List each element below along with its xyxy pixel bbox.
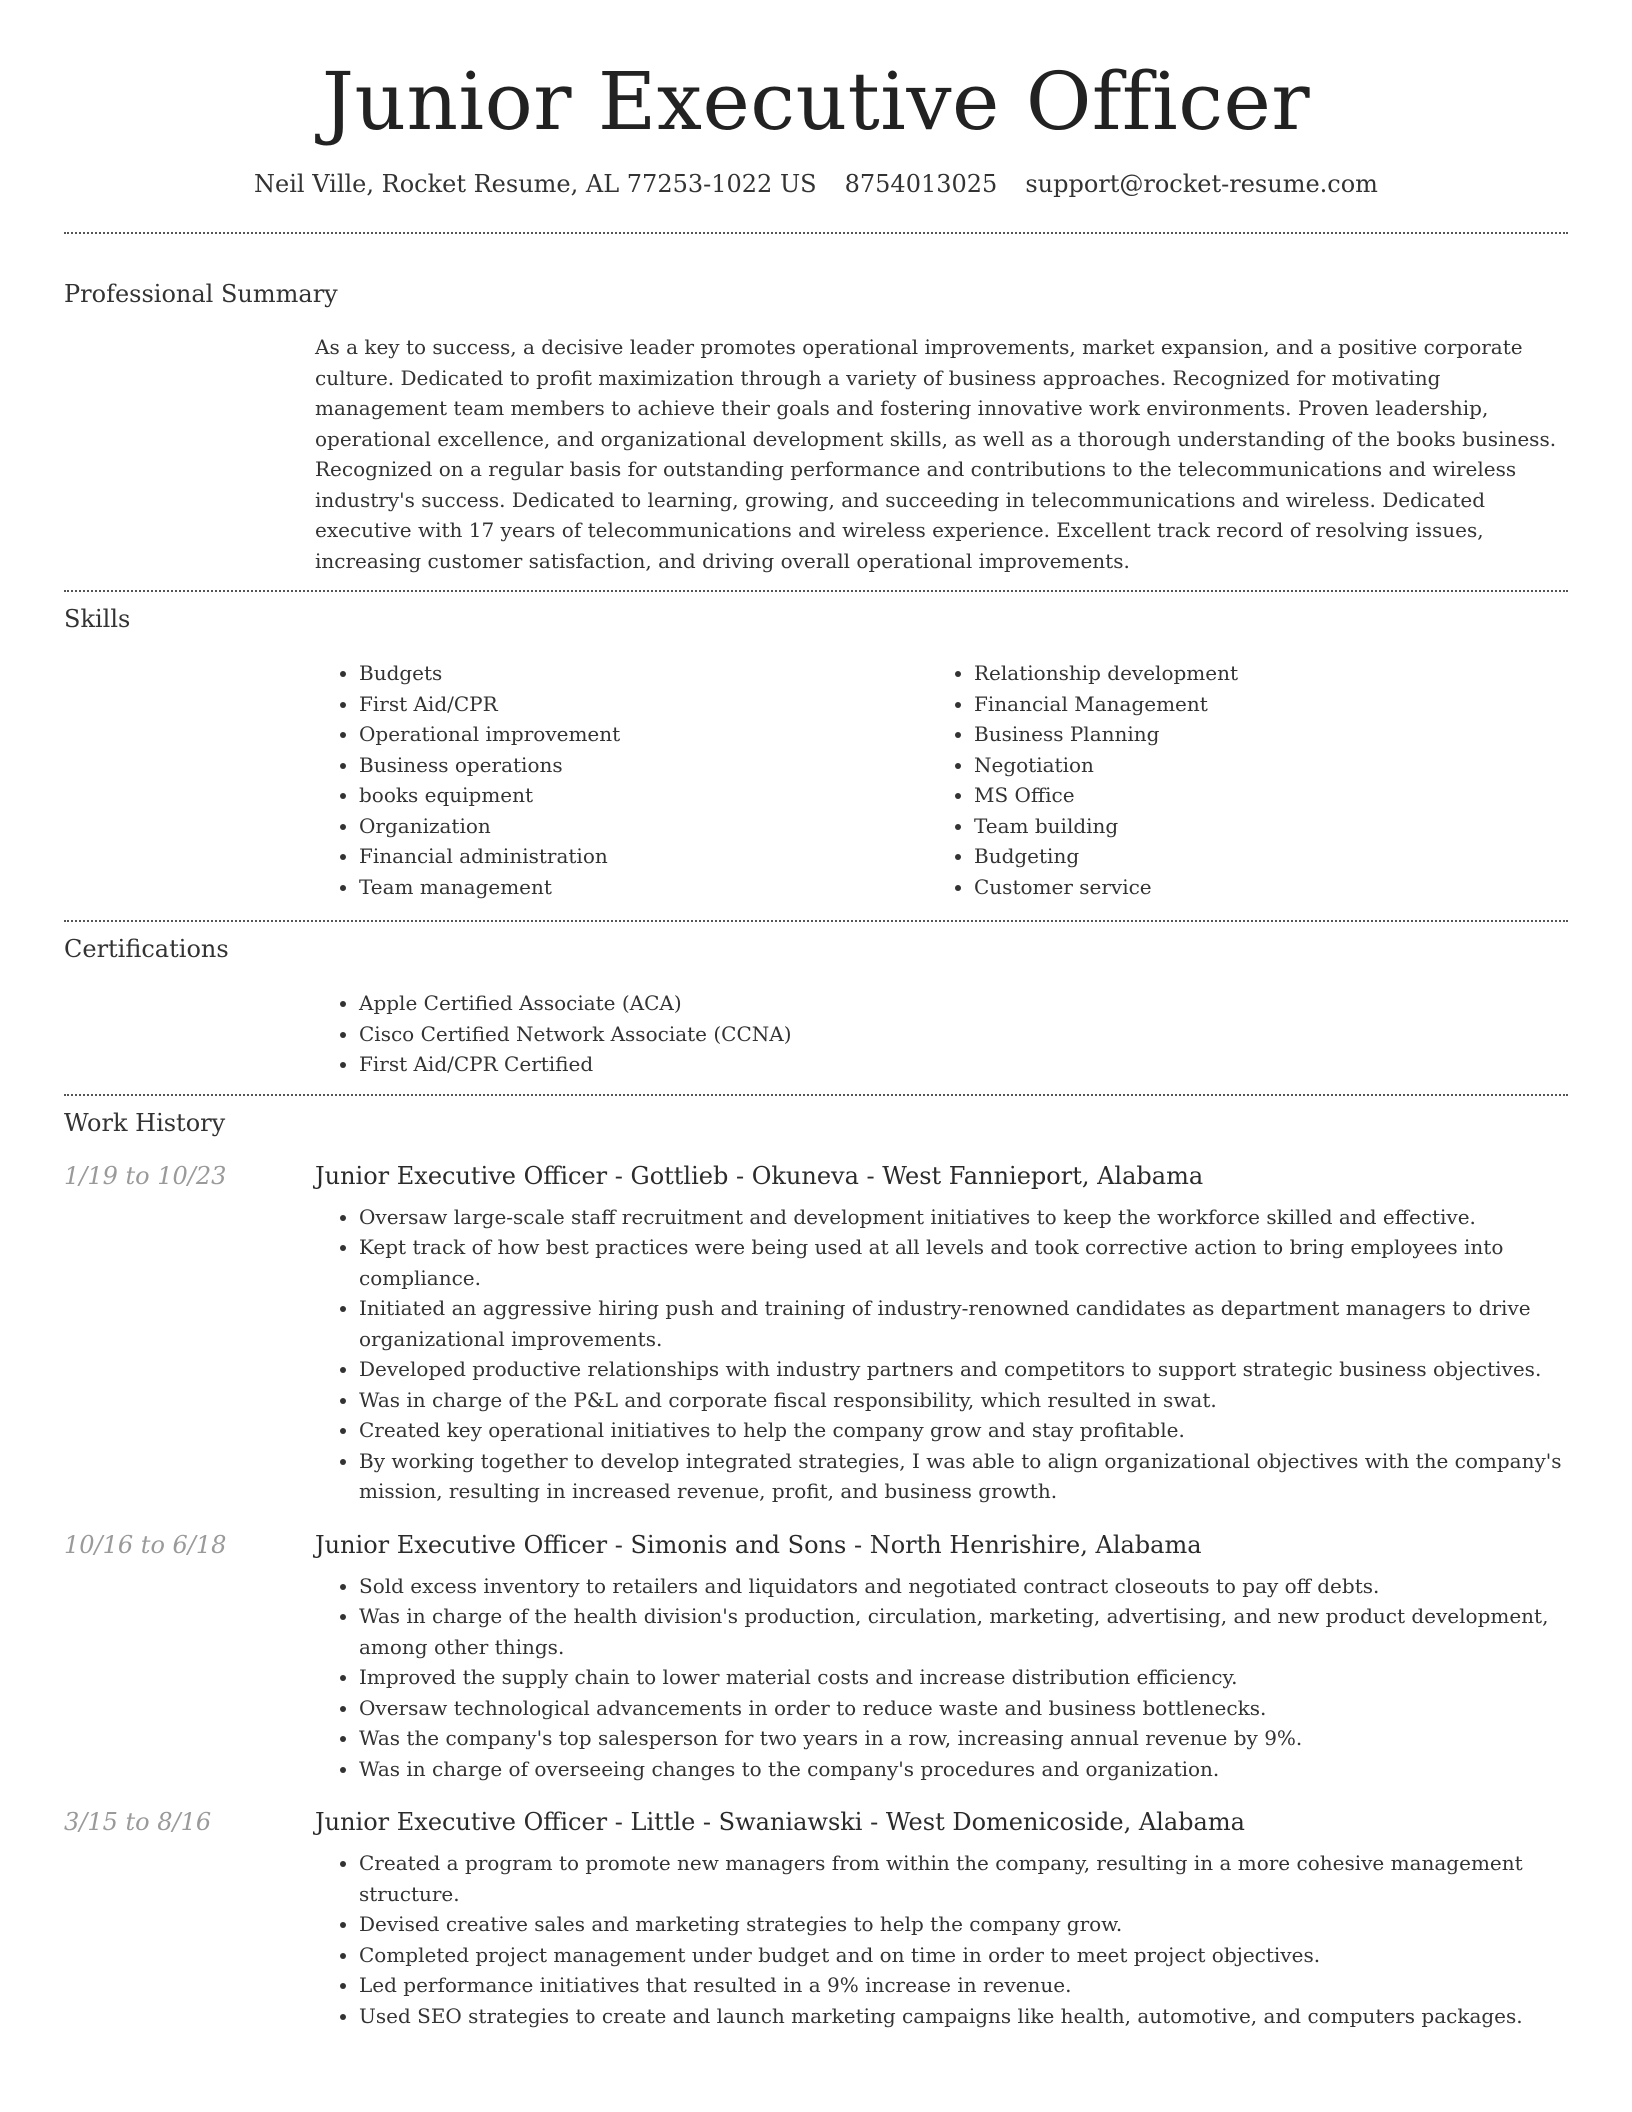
skills-list-right [930, 658, 1238, 902]
job-dates: 10/16 to 6/18 [64, 1530, 227, 1559]
summary-heading: Professional Summary [64, 280, 338, 308]
job-entry [64, 1808, 1568, 2031]
certifications-section [64, 922, 1568, 1080]
certifications-list [315, 988, 1568, 1080]
email: support@rocket-resume.com [1025, 170, 1378, 198]
work-history-section [64, 1096, 1568, 2032]
job-entry [64, 1531, 1568, 1785]
skill-item: • Negotiation [974, 750, 1238, 781]
certifications-heading: Certifications [64, 935, 229, 963]
skill-item: • Budgets [359, 658, 930, 689]
skill-item: • First Aid/CPR [359, 689, 930, 720]
skill-item: • MS Office [974, 780, 1238, 811]
skills-list-left [315, 658, 930, 902]
job-bullet: • Oversaw technological advancements in order to reduce waste and business bottlenecks. [359, 1693, 1568, 1724]
job-bullet: • Kept track of how best practices were being used at all levels and took corrective action to bring employees into compliance. [359, 1232, 1568, 1293]
skills-section [64, 592, 1568, 902]
job-bullet: • Used SEO strategies to create and launch marketing campaigns like health, automotive, and computers packages. [359, 2001, 1568, 2032]
job-bullet: • Created key operational initiatives to help the company grow and stay profitable. [359, 1415, 1568, 1446]
job-dates: 3/15 to 8/16 [64, 1808, 212, 1836]
job-bullet: • Sold excess inventory to retailers and liquidators and negotiated contract closeouts to pay off debts. [359, 1571, 1568, 1602]
summary-section [64, 234, 1568, 576]
job-bullets [315, 1571, 1568, 1785]
job-bullet: • Was in charge of the P&L and corporate fiscal responsibility, which resulted in swat. [359, 1385, 1568, 1416]
skill-item: • Operational improvement [359, 719, 930, 750]
job-dates: 1/19 to 10/23 [64, 1161, 227, 1190]
contact-line [64, 170, 1568, 198]
skill-item: • Relationship development [974, 658, 1238, 689]
summary-text: As a key to success, a decisive leader promotes operational improvements, market expansion, and a positive corporate culture. Dedicated to profit maximization through a variety of business approaches. Recognized for motivating management team members to achieve their goals and fostering innovative work environments. Proven leadership, operational excellence, and organizational development skills, as well as a thorough understanding of the books business. Recognized on a regular basis for outstanding performance and contributions to the telecommunications and wireless industry's success. Dedicated to learning, growing, and succeeding in telecommunications and wireless. Dedicated executive with 17 years of telecommunications and wireless experience. Excellent track record of resolving issues, increasing customer satisfaction, and driving overall operational improvements. [315, 335, 1557, 573]
skill-item: • Team building [974, 811, 1238, 842]
job-bullets [315, 1202, 1568, 1507]
job-entry [64, 1162, 1568, 1507]
skill-item: • Organization [359, 811, 930, 842]
certification-item: • First Aid/CPR Certified [359, 1049, 1568, 1080]
skill-item: • Budgeting [974, 841, 1238, 872]
job-title: Junior Executive Officer - Little - Swaniawski - West Domenicoside, Alabama [315, 1808, 1245, 1836]
skill-item: • Customer service [974, 872, 1238, 903]
skill-item: • Business operations [359, 750, 930, 781]
job-bullet: • Initiated an aggressive hiring push and training of industry-renowned candidates as department managers to drive organizational improvements. [359, 1293, 1568, 1354]
phone: 8754013025 [844, 170, 998, 198]
certification-item: • Apple Certified Associate (ACA) [359, 988, 1568, 1019]
job-bullet: • Was in charge of overseeing changes to the company's procedures and organization. [359, 1754, 1568, 1785]
job-bullet: • Completed project management under budget and on time in order to meet project objectives. [359, 1940, 1568, 1971]
job-bullet: • Created a program to promote new managers from within the company, resulting in a more cohesive management structure. [359, 1848, 1568, 1909]
skill-item: • Team management [359, 872, 930, 903]
work-history-heading: Work History [64, 1108, 226, 1137]
job-bullet: • Developed productive relationships with industry partners and competitors to support strategic business objectives. [359, 1354, 1568, 1385]
job-bullet: • Improved the supply chain to lower material costs and increase distribution efficiency. [359, 1662, 1568, 1693]
job-bullet: • Was the company's top salesperson for two years in a row, increasing annual revenue by 9%. [359, 1723, 1568, 1754]
resume-title: Junior Executive Officer [321, 55, 1311, 148]
skill-item: • Financial Management [974, 689, 1238, 720]
job-title: Junior Executive Officer - Simonis and Sons - North Henrishire, Alabama [315, 1530, 1202, 1559]
skill-item: • Business Planning [974, 719, 1238, 750]
job-bullet: • Oversaw large-scale staff recruitment and development initiatives to keep the workforce skilled and effective. [359, 1202, 1568, 1233]
job-bullet: • By working together to develop integrated strategies, I was able to align organizational objectives with the company's mission, resulting in increased revenue, profit, and business growth. [359, 1446, 1568, 1507]
job-bullet: • Led performance initiatives that resulted in a 9% increase in revenue. [359, 1970, 1568, 2001]
skills-heading: Skills [64, 605, 131, 633]
resume-page [64, 0, 1568, 2031]
certification-item: • Cisco Certified Network Associate (CCNA) [359, 1019, 1568, 1050]
job-title: Junior Executive Officer - Gottlieb - Okuneva - West Fannieport, Alabama [315, 1161, 1204, 1190]
address: Neil Ville, Rocket Resume, AL 77253-1022 US [254, 170, 817, 198]
job-bullet: • Devised creative sales and marketing strategies to help the company grow. [359, 1909, 1568, 1940]
skill-item: • Financial administration [359, 841, 930, 872]
skill-item: • books equipment [359, 780, 930, 811]
job-bullet: • Was in charge of the health division's production, circulation, marketing, advertising, and new product development, among other things. [359, 1601, 1568, 1662]
job-bullets [315, 1848, 1568, 2031]
